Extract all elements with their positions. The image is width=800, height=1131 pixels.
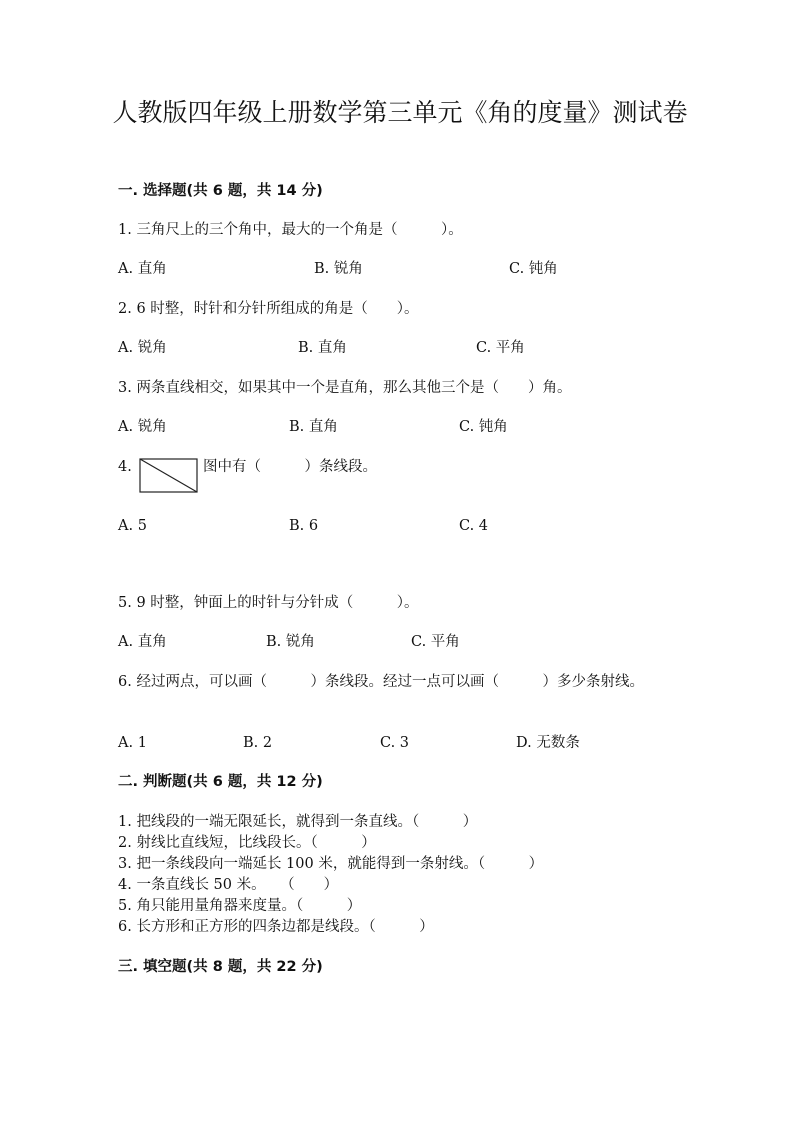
question-5: 5. 9 时整，钟面上的时针与分针成（ ）。: [118, 595, 419, 611]
rectangle-diagonal-figure: [139, 458, 199, 494]
q5-option-b: B. 锐角: [266, 634, 315, 650]
question-2: 2. 6 时整，时针和分针所组成的角是（ ）。: [118, 301, 419, 317]
q6-option-a: A. 1: [118, 735, 147, 751]
q2-option-c: C. 平角: [476, 340, 525, 356]
q6-option-d: D. 无数条: [516, 735, 580, 751]
judge-item-2: 2. 射线比直线短，比线段长。（ ）: [118, 835, 376, 851]
q2-option-b: B. 直角: [298, 340, 347, 356]
judge-item-1: 1. 把线段的一端无限延长，就得到一条直线。（ ）: [118, 814, 478, 830]
q5-option-a: A. 直角: [118, 634, 167, 650]
judge-item-6: 6. 长方形和正方形的四条边都是线段。（ ）: [118, 919, 434, 935]
q5-option-c: C. 平角: [411, 634, 460, 650]
q4-option-a: A. 5: [118, 518, 147, 534]
question-4-number: 4.: [118, 459, 132, 475]
q3-option-a: A. 锐角: [118, 419, 167, 435]
section-heading-fill: 三. 填空题(共 8 题，共 22 分): [118, 959, 323, 975]
q1-option-c: C. 钝角: [509, 261, 558, 277]
q4-option-c: C. 4: [459, 518, 489, 534]
question-4: 图中有（ ）条线段。: [203, 459, 377, 475]
judge-item-4: 4. 一条直线长 50 米。 （ ）: [118, 877, 339, 893]
q1-option-a: A. 直角: [118, 261, 167, 277]
q4-option-b: B. 6: [289, 518, 319, 534]
question-1: 1. 三角尺上的三个角中，最大的一个角是（ ）。: [118, 222, 463, 238]
q6-option-b: B. 2: [243, 735, 273, 751]
question-6: 6. 经过两点，可以画（ ）条线段。经过一点可以画（ ）多少条射线。: [118, 674, 644, 690]
judge-item-3: 3. 把一条线段向一端延长 100 米，就能得到一条射线。（ ）: [118, 856, 544, 872]
section-heading-choice: 一. 选择题(共 6 题，共 14 分): [118, 183, 323, 199]
question-3: 3. 两条直线相交，如果其中一个是直角，那么其他三个是（ ）角。: [118, 380, 572, 396]
q6-option-c: C. 3: [380, 735, 410, 751]
q2-option-a: A. 锐角: [118, 340, 167, 356]
page-title: 人教版四年级上册数学第三单元《角的度量》测试卷: [112, 98, 688, 127]
judge-item-5: 5. 角只能用量角器来度量。（ ）: [118, 898, 362, 914]
q1-option-b: B. 锐角: [314, 261, 363, 277]
q3-option-c: C. 钝角: [459, 419, 508, 435]
section-heading-judge: 二. 判断题(共 6 题，共 12 分): [118, 774, 323, 790]
q3-option-b: B. 直角: [289, 419, 338, 435]
